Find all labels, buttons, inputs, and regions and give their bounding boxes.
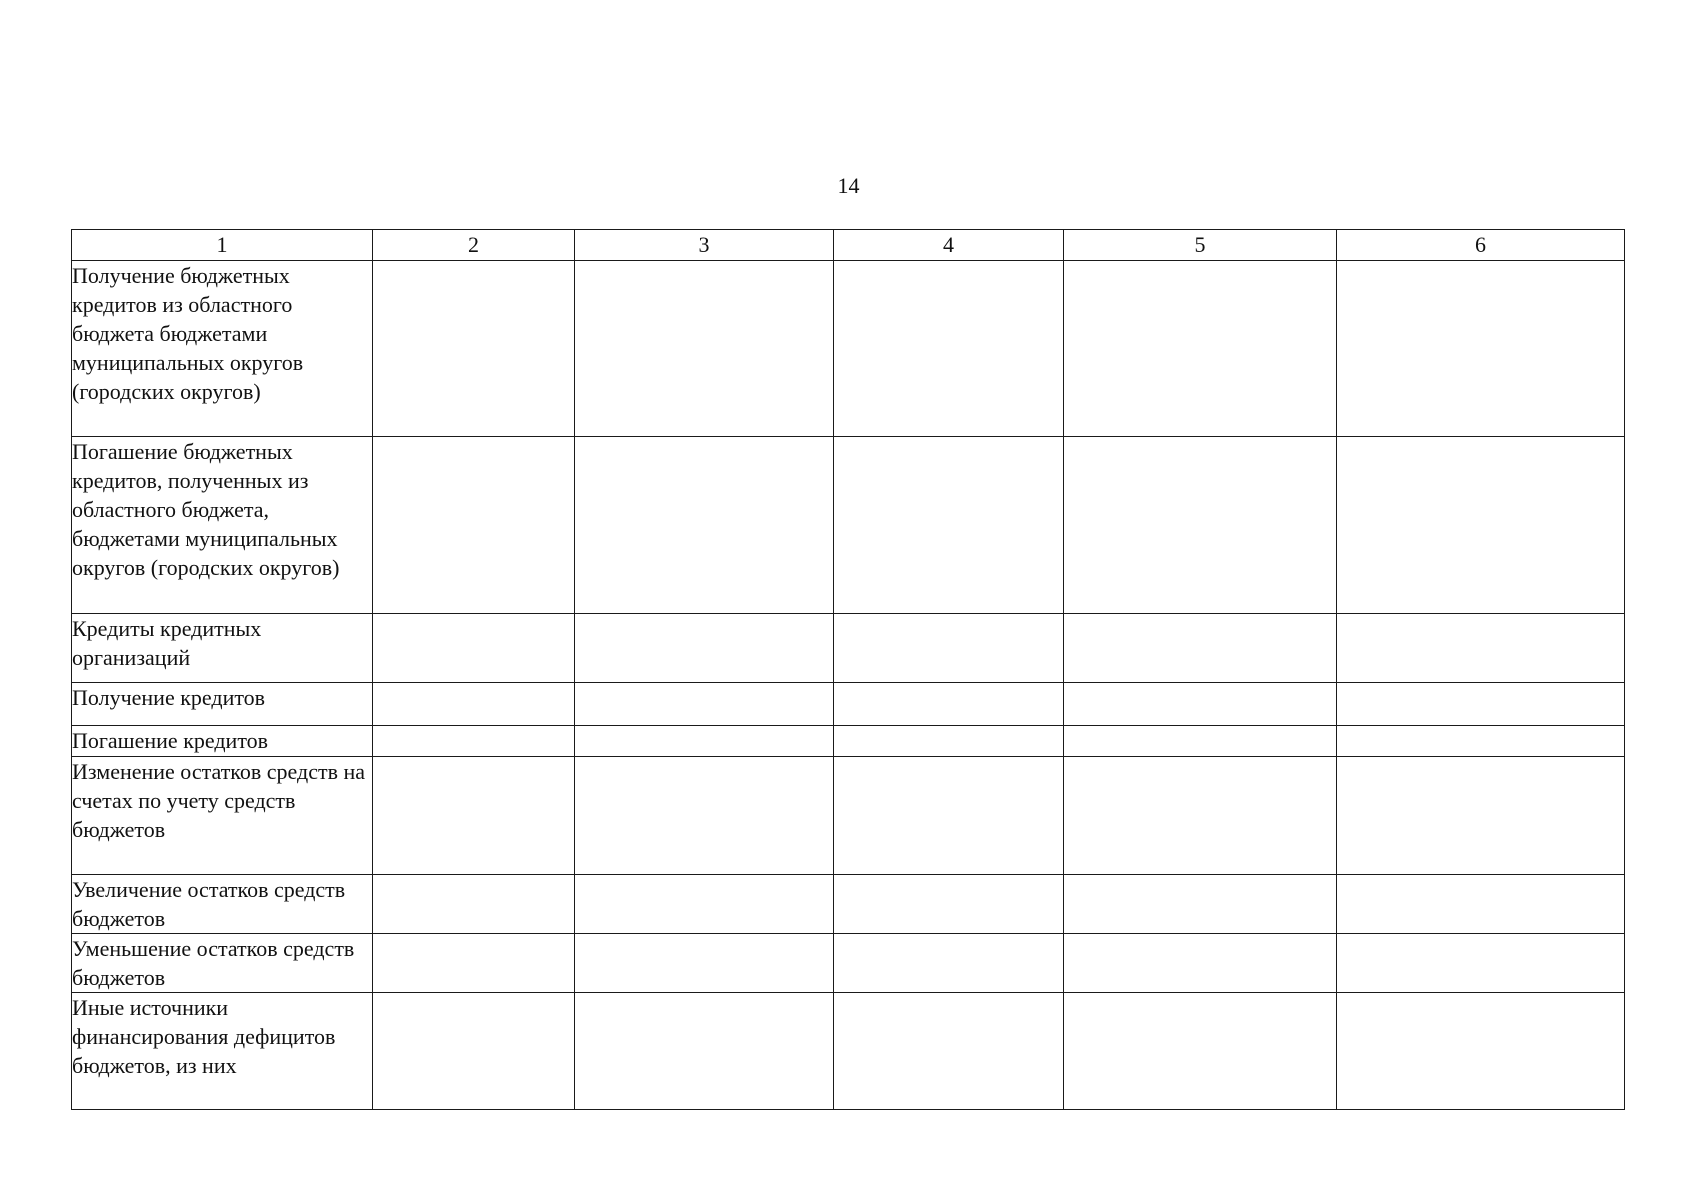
row-label: Изменение остатков средств на счетах по учету средств бюджетов — [72, 757, 373, 875]
table-cell — [834, 757, 1064, 875]
table-cell — [575, 993, 834, 1110]
table-cell — [575, 757, 834, 875]
table-row — [72, 757, 1625, 875]
column-header-5: 5 — [1064, 230, 1337, 261]
table-cell — [834, 875, 1064, 934]
table-cell — [834, 993, 1064, 1110]
table-cell — [1337, 875, 1625, 934]
table-cell — [1337, 993, 1625, 1110]
table-row — [72, 934, 1625, 993]
table-cell — [1337, 614, 1625, 683]
table-cell — [1337, 683, 1625, 726]
table-cell — [1064, 261, 1337, 437]
table-row — [72, 726, 1625, 757]
column-header-1: 1 — [72, 230, 373, 261]
column-header-3: 3 — [575, 230, 834, 261]
table-cell — [575, 437, 834, 614]
budget-sources-table — [71, 229, 1625, 1110]
table-cell — [1064, 437, 1337, 614]
page-number: 14 — [837, 173, 860, 198]
table-cell — [373, 993, 575, 1110]
table-cell — [834, 437, 1064, 614]
row-label: Получение кредитов — [72, 683, 373, 726]
table-cell — [373, 683, 575, 726]
table-cell — [1064, 726, 1337, 757]
row-label: Кредиты кредитных организаций — [72, 614, 373, 683]
table-cell — [1064, 683, 1337, 726]
table-row — [72, 993, 1625, 1110]
table-cell — [1064, 757, 1337, 875]
row-label: Погашение кредитов — [72, 726, 373, 757]
table-cell — [1337, 726, 1625, 757]
table-cell — [834, 683, 1064, 726]
table-cell — [1337, 934, 1625, 993]
table-cell — [575, 875, 834, 934]
table-cell — [834, 934, 1064, 993]
table-row — [72, 683, 1625, 726]
column-header-6: 6 — [1337, 230, 1625, 261]
column-header-2: 2 — [373, 230, 575, 261]
row-label: Получение бюджетных кредитов из областного бюджета бюджетами муниципальных округов (городских округов) — [72, 261, 373, 437]
row-label: Уменьшение остатков средств бюджетов — [72, 934, 373, 993]
table-row — [72, 614, 1625, 683]
table-cell — [373, 726, 575, 757]
table-cell — [834, 614, 1064, 683]
table-cell — [1337, 261, 1625, 437]
table-cell — [373, 934, 575, 993]
table-row — [72, 261, 1625, 437]
table-cell — [1064, 875, 1337, 934]
table-cell — [575, 934, 834, 993]
table-cell — [373, 757, 575, 875]
table-cell — [834, 726, 1064, 757]
table-row — [72, 437, 1625, 614]
table-cell — [834, 261, 1064, 437]
table-cell — [373, 261, 575, 437]
table-cell — [373, 875, 575, 934]
header-row — [72, 230, 1625, 261]
row-label: Увеличение остатков средств бюджетов — [72, 875, 373, 934]
table-cell — [373, 614, 575, 683]
table-cell — [1337, 437, 1625, 614]
table-cell — [575, 261, 834, 437]
table-cell — [575, 614, 834, 683]
table-cell — [1064, 614, 1337, 683]
table-cell — [373, 437, 575, 614]
table-cell — [575, 726, 834, 757]
table-cell — [575, 683, 834, 726]
table-row — [72, 875, 1625, 934]
table-cell — [1064, 934, 1337, 993]
row-label: Иные источники финансирования дефицитов бюджетов, из них — [72, 993, 373, 1110]
table-cell — [1337, 757, 1625, 875]
column-header-4: 4 — [834, 230, 1064, 261]
table-cell — [1064, 993, 1337, 1110]
row-label: Погашение бюджетных кредитов, полученных из областного бюджета, бюджетами муниципальных округов (городских округов) — [72, 437, 373, 614]
